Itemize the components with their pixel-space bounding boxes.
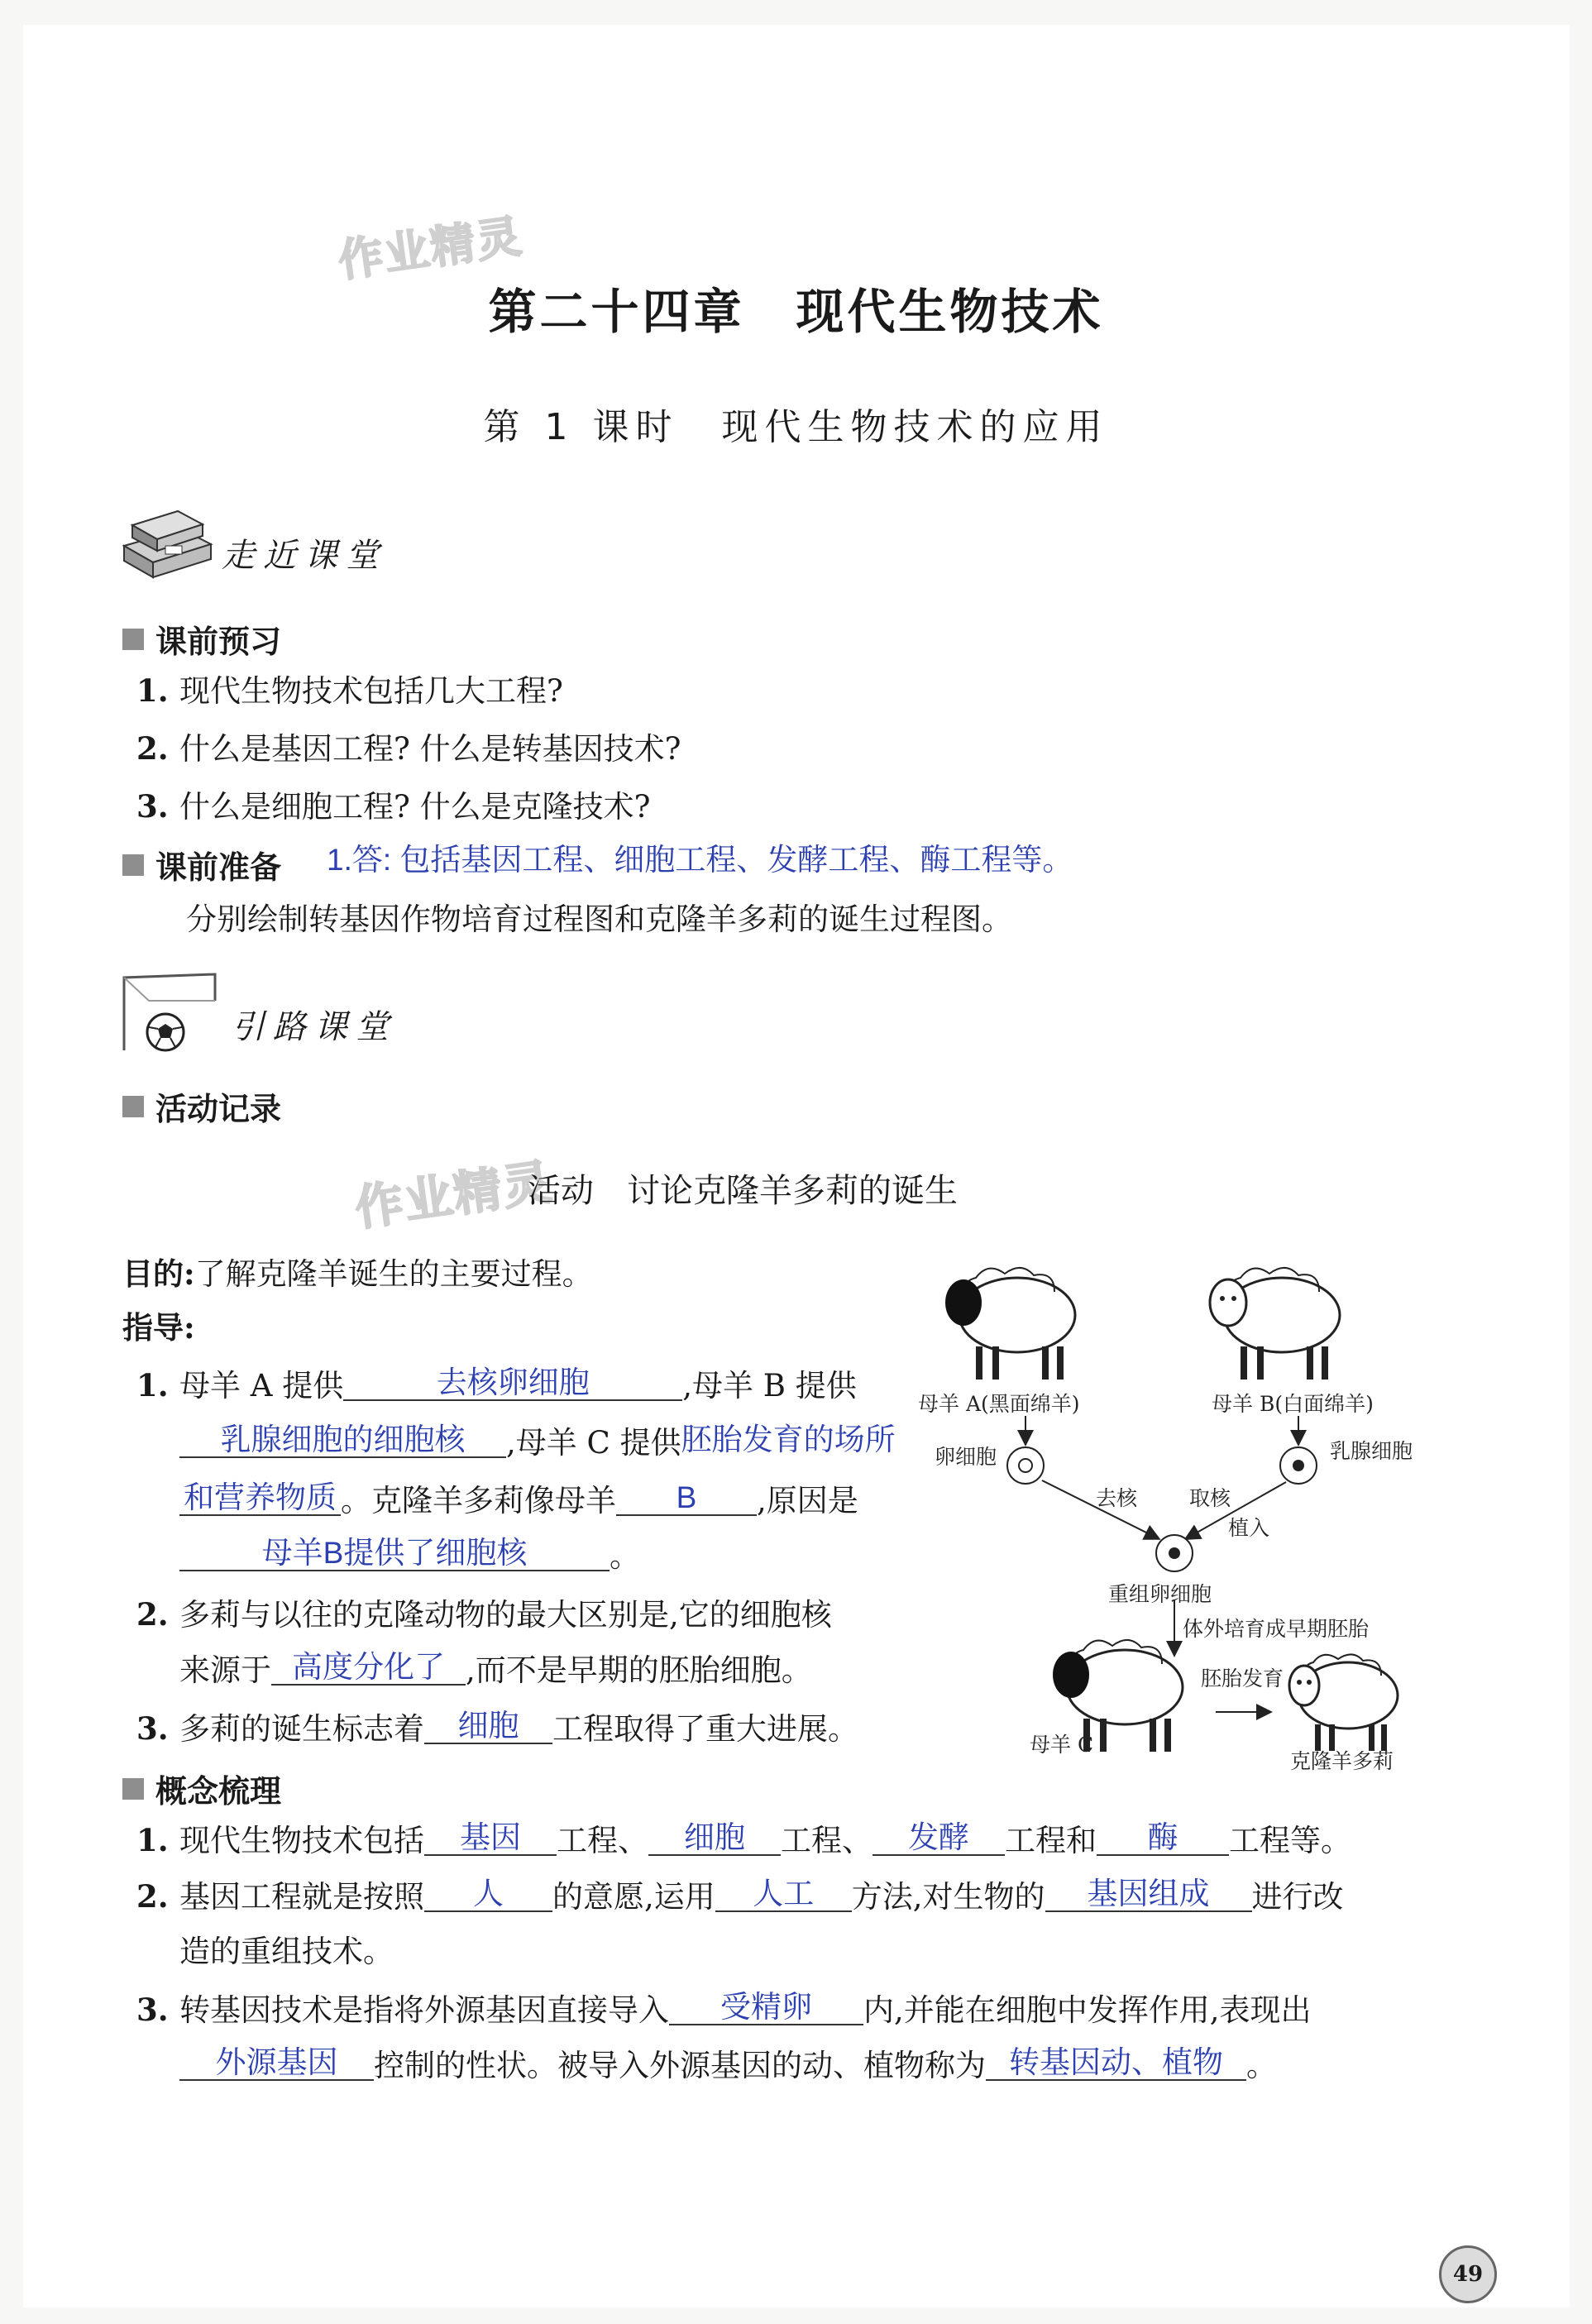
item-number: 1. xyxy=(136,1367,169,1403)
question-text: 。克隆羊多莉像母羊 xyxy=(341,1483,616,1518)
answer-blank: 母羊B提供了细胞核 xyxy=(179,1537,610,1571)
mammary-cell-label: 乳腺细胞 xyxy=(1330,1439,1413,1463)
question-text: 多莉的诞生标志着 xyxy=(179,1711,424,1747)
answer-blank: 和营养物质 xyxy=(179,1481,341,1516)
question-text: ,母羊 C 提供 xyxy=(506,1425,681,1461)
answer-blank: 受精卵 xyxy=(669,1991,863,2025)
answer-blank: B xyxy=(616,1481,757,1516)
question-line xyxy=(179,1650,812,1689)
section-marker xyxy=(122,629,144,650)
list-item xyxy=(136,790,650,824)
item-text: 现代生物技术包括几大工程? xyxy=(179,673,563,709)
question-text: 的意愿,运用 xyxy=(552,1879,715,1915)
cloning-diagram xyxy=(918,1249,1447,1778)
question-text: 多莉与以往的克隆动物的最大区别是,它的细胞核 xyxy=(179,1597,832,1633)
handwritten-answer: 1.答: 包括基因工程、细胞工程、发酵工程、酶工程等。 xyxy=(327,843,1073,877)
question-text: ,母羊 B 提供 xyxy=(682,1368,857,1403)
answer-blank: 转基因动、植物 xyxy=(986,2046,1246,2081)
purpose-text: 了解克隆羊诞生的主要过程。 xyxy=(194,1256,593,1292)
question-text: 进行改 xyxy=(1251,1879,1344,1915)
purpose-line xyxy=(122,1257,593,1291)
banner-title: 走近课堂 xyxy=(222,537,387,575)
soccer-goal-icon xyxy=(116,968,223,1059)
answer-blank: 发酵 xyxy=(872,1821,1005,1856)
section-heading-label: 活动记录 xyxy=(155,1091,282,1127)
item-number: 2. xyxy=(136,1878,169,1915)
question-line xyxy=(179,1480,858,1519)
section-marker xyxy=(122,1096,144,1117)
activity-title: 活动 讨论克隆羊多莉的诞生 xyxy=(528,1172,958,1210)
item-number: 1. xyxy=(136,672,169,709)
list-item xyxy=(136,732,681,766)
dolly-illustration xyxy=(1289,1654,1398,1751)
question-text: 基因工程就是按照 xyxy=(179,1879,424,1915)
question-text: 工程取得了重大进展。 xyxy=(552,1711,858,1747)
answer-blank: 人 xyxy=(424,1877,552,1912)
purpose-label: 目的: xyxy=(122,1255,195,1292)
answer-blank: 基因组成 xyxy=(1045,1877,1252,1912)
question xyxy=(136,1598,832,1632)
question-line xyxy=(179,1423,896,1461)
question-text: 内,并能在细胞中发挥作用,表现出 xyxy=(863,1992,1312,2028)
section-heading-label: 概念梳理 xyxy=(155,1773,282,1810)
item-text: 什么是基因工程? 什么是转基因技术? xyxy=(179,731,681,767)
section-heading-label: 课前预习 xyxy=(155,624,282,660)
answer-blank: 基因 xyxy=(424,1821,557,1856)
item-number: 3. xyxy=(136,788,169,825)
question-line xyxy=(179,1536,640,1575)
answer-blank: 酶 xyxy=(1097,1821,1229,1856)
section-heading xyxy=(122,842,281,887)
section-heading xyxy=(122,616,281,662)
section-heading-label: 课前准备 xyxy=(155,849,282,886)
item-number: 2. xyxy=(136,1596,169,1633)
section-marker xyxy=(122,1778,144,1800)
recombined-egg-label: 重组卵细胞 xyxy=(1108,1582,1212,1606)
question-text: 。 xyxy=(1246,2048,1277,2083)
section-heading xyxy=(122,1083,281,1129)
question xyxy=(136,1820,1351,1859)
sheep-b-label: 母羊 B(白面绵羊) xyxy=(1212,1392,1374,1416)
watermark: 作业精灵 xyxy=(351,1153,557,1237)
sheep-a-label: 母羊 A(黑面绵羊) xyxy=(918,1392,1080,1416)
books-icon xyxy=(116,496,215,587)
lesson-title: 第 1 课时 现代生物技术的应用 xyxy=(483,406,1109,448)
remove-nucleus-label: 去核 xyxy=(1096,1486,1138,1510)
sheep-c-label: 母羊 C xyxy=(1030,1733,1094,1757)
take-nucleus-label: 取核 xyxy=(1189,1486,1231,1510)
question-text: 工程、 xyxy=(781,1823,872,1858)
dolly-label: 克隆羊多莉 xyxy=(1290,1749,1394,1773)
question-line: 造的重组技术。 xyxy=(179,1934,394,1969)
section-marker xyxy=(122,854,144,876)
question-text: 控制的性状。被导入外源基因的动、植物称为 xyxy=(374,2048,986,2083)
item-number: 3. xyxy=(136,1992,169,2028)
question-text: 来源于 xyxy=(179,1652,271,1688)
egg-cell-label: 卵细胞 xyxy=(935,1445,997,1469)
question-text: 。 xyxy=(610,1538,640,1574)
answer-blank: 外源基因 xyxy=(179,2046,374,2081)
question-text: ,原因是 xyxy=(757,1483,858,1518)
sheep-a-illustration xyxy=(945,1268,1075,1380)
answer-blank: 细胞 xyxy=(424,1710,552,1744)
list-item xyxy=(136,674,563,708)
page-number: 49 xyxy=(1439,2245,1497,2303)
question-text: 母羊 A 提供 xyxy=(179,1368,344,1403)
item-number: 1. xyxy=(136,1822,169,1858)
watermark: 作业精灵 xyxy=(335,209,526,288)
answer-blank: 人工 xyxy=(715,1877,852,1912)
section-heading xyxy=(122,1766,281,1811)
implant-label: 植入 xyxy=(1228,1516,1270,1540)
answer-blank: 去核卵细胞 xyxy=(343,1366,682,1401)
item-number: 2. xyxy=(136,730,169,767)
embryo-dev-label: 胚胎发育 xyxy=(1201,1666,1284,1690)
question xyxy=(136,1709,858,1748)
handwritten-answer: 胚胎发育的场所 xyxy=(681,1423,896,1456)
question-text: 工程等。 xyxy=(1229,1823,1351,1858)
question xyxy=(136,1990,1312,2029)
guide-label: 指导: xyxy=(122,1309,195,1346)
answer-blank: 细胞 xyxy=(648,1821,781,1856)
question-text: ,而不是早期的胚胎细胞。 xyxy=(466,1652,812,1688)
question xyxy=(136,1877,1344,1915)
answer-blank: 乳腺细胞的细胞核 xyxy=(179,1423,506,1458)
question xyxy=(136,1365,857,1404)
answer-blank: 高度分化了 xyxy=(271,1651,466,1686)
question-line xyxy=(179,2045,1277,2084)
banner-title: 引路课堂 xyxy=(232,1008,397,1046)
item-number: 3. xyxy=(136,1710,169,1747)
question-text: 工程、 xyxy=(557,1823,648,1858)
paragraph: 分别绘制转基因作物培育过程图和克隆羊多莉的诞生过程图。 xyxy=(186,901,1012,937)
question-text: 转基因技术是指将外源基因直接导入 xyxy=(179,1992,669,2028)
question-text: 工程和 xyxy=(1005,1823,1097,1858)
question-text: 方法,对生物的 xyxy=(851,1879,1045,1915)
culture-label: 体外培育成早期胚胎 xyxy=(1183,1617,1370,1641)
sheep-b-illustration xyxy=(1210,1268,1340,1380)
chapter-title: 第二十四章 现代生物技术 xyxy=(488,284,1104,340)
question-text: 现代生物技术包括 xyxy=(179,1823,424,1858)
item-text: 什么是细胞工程? 什么是克隆技术? xyxy=(179,789,651,825)
